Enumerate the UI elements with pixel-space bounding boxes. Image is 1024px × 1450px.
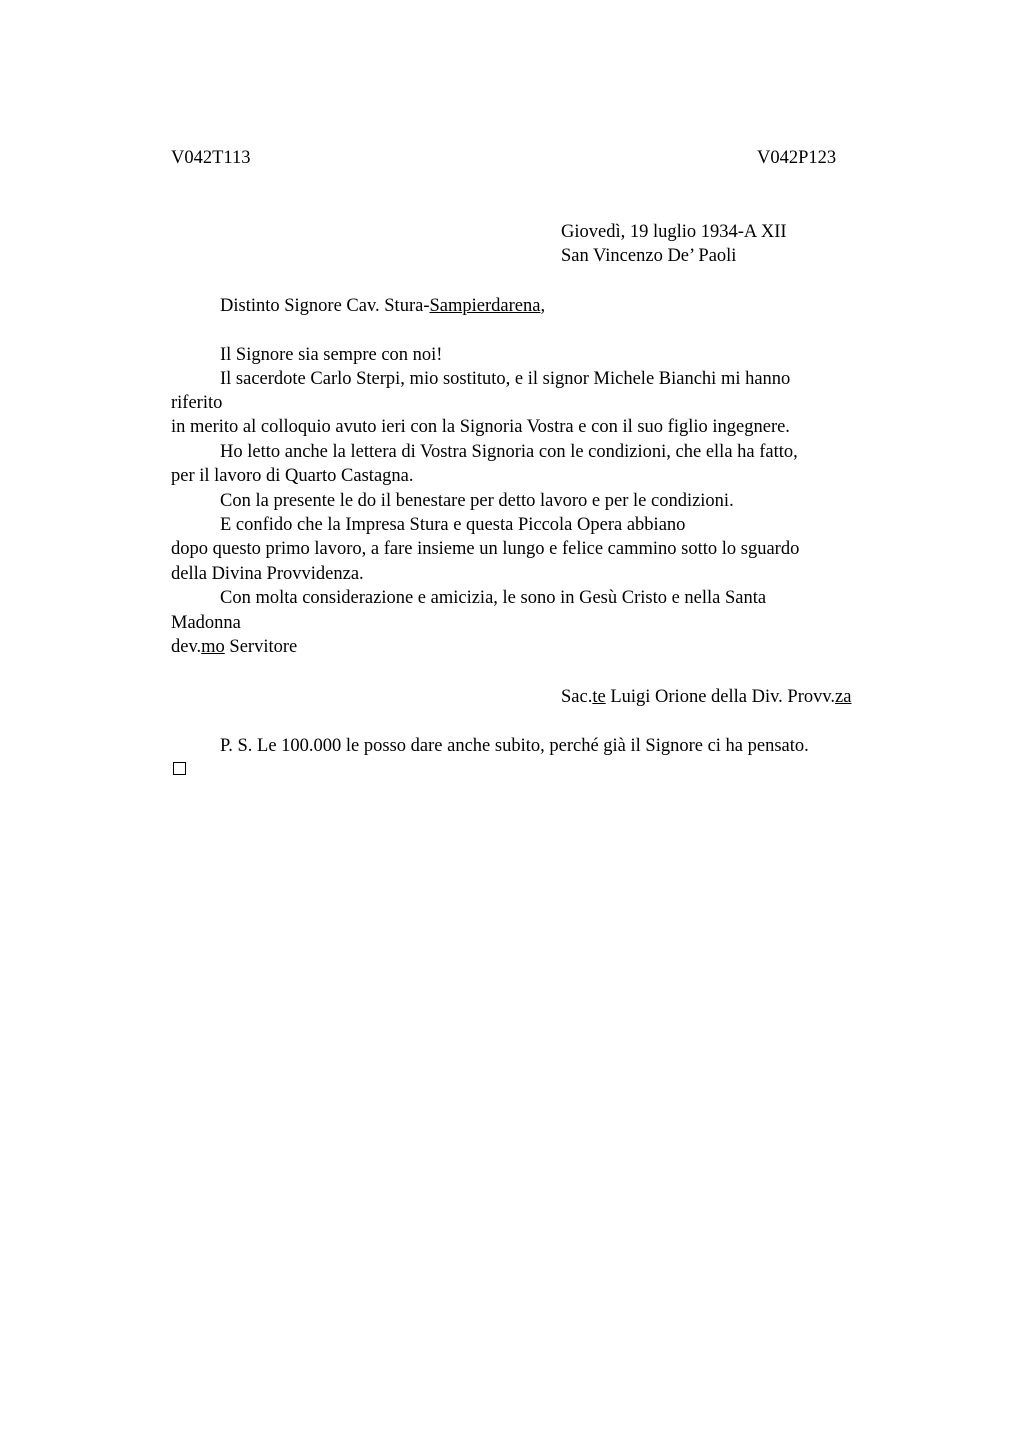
salutation-suffix: ,	[540, 296, 546, 316]
body-line-7: Con la presente le do il benestare per detto lavoro e per le condizioni.	[220, 491, 734, 511]
body-line-9: dopo questo primo lavoro, a fare insieme un lungo e felice cammino sotto lo sguardo	[171, 539, 800, 559]
closing-abbrev: mo	[201, 637, 225, 657]
body-line-8: E confido che la Impresa Stura e questa Piccola Opera abbiano	[220, 515, 686, 535]
body-line-11: Con molta considerazione e amicizia, le sono in Gesù Cristo e nella Santa	[220, 588, 767, 608]
salutation-place: Sampierdarena	[429, 296, 541, 316]
postscript: P. S. Le 100.000 le posso dare anche subito, perché già il Signore ci ha pensato.	[220, 736, 809, 756]
signature-part2: Luigi Orione della Div. Provv.	[605, 687, 836, 707]
letter-date: Giovedì, 19 luglio 1934-A XII	[561, 222, 787, 242]
salutation	[220, 294, 545, 318]
body-line-12: Madonna	[171, 613, 241, 633]
signature-part1: Sac.	[561, 687, 593, 707]
document-code-left: V042T113	[171, 148, 251, 168]
body-line-6: per il lavoro di Quarto Castagna.	[171, 466, 414, 486]
signature-part1-abbrev: te	[592, 687, 606, 707]
closing	[171, 635, 297, 659]
body-line-10: della Divina Provvidenza.	[171, 564, 364, 584]
body-line-4: in merito al colloquio avuto ieri con la Signoria Vostra e con il suo figlio ingegnere.	[171, 417, 790, 437]
body-line-1: Il Signore sia sempre con noi!	[220, 345, 443, 365]
salutation-prefix: Distinto Signore Cav. Stura-	[220, 296, 430, 316]
checkbox-icon	[173, 762, 186, 775]
signature-part2-abbrev: za	[835, 687, 852, 707]
signature	[561, 685, 851, 709]
closing-suffix: Servitore	[224, 637, 298, 657]
closing-prefix: dev.	[171, 637, 202, 657]
document-code-right: V042P123	[757, 148, 837, 168]
body-line-3: riferito	[171, 393, 223, 413]
letter-place: San Vincenzo De’ Paoli	[561, 246, 737, 266]
body-line-2: Il sacerdote Carlo Sterpi, mio sostituto, e il signor Michele Bianchi mi hanno	[220, 369, 791, 389]
body-line-5: Ho letto anche la lettera di Vostra Signoria con le condizioni, che ella ha fatto,	[220, 442, 798, 462]
